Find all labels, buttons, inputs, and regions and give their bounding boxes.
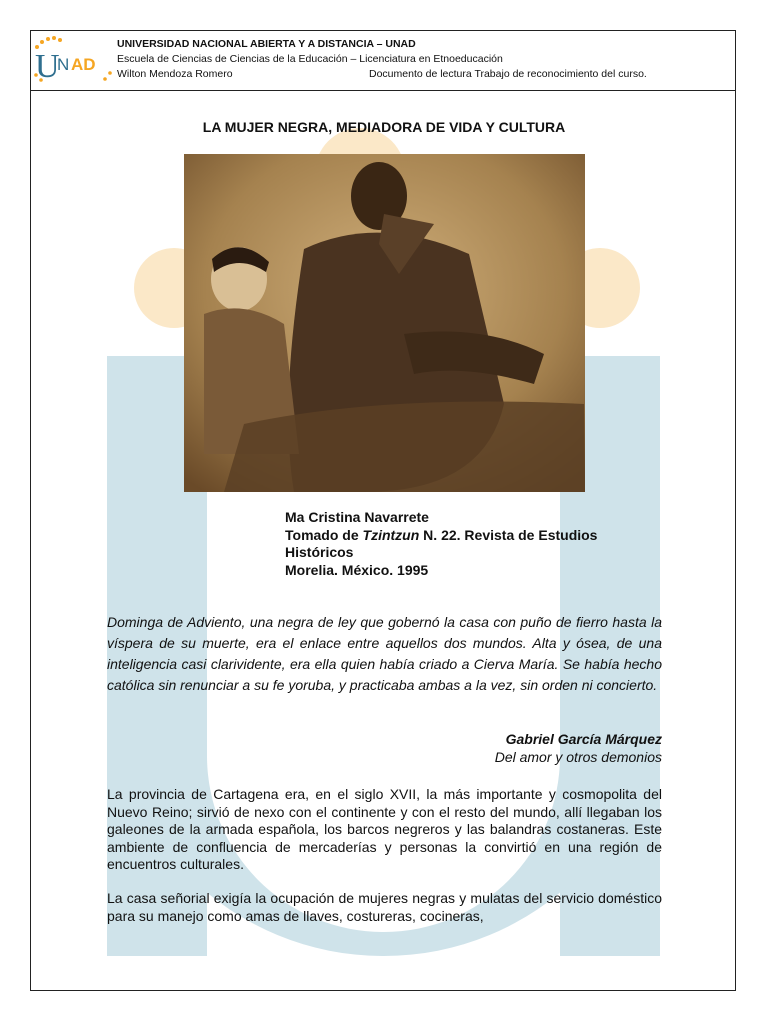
journal-name: Tzintzun — [362, 526, 420, 543]
svg-text:N: N — [57, 55, 70, 74]
quote-author: Gabriel García Márquez — [505, 731, 662, 747]
credit-place-year: Morelia. México. 1995 — [285, 561, 429, 578]
historical-photograph — [184, 154, 585, 492]
credit-author: Ma Cristina Navarrete — [285, 509, 429, 525]
header-text — [117, 37, 697, 82]
epigraph-quote: Dominga de Adviento, una negra de ley que gobernó la casa con puño de fierro hasta la víspera de su muerte, era el enlace entre aquellos dos mundos. Alta y ósea, de una inteligencia casi clarividente, era ella quien había criado a Cierva María. Se había hecho católica sin renunciar a su fe yoruba, y practicaba ambas a la vez, sin orden ni concierto. — [107, 614, 662, 693]
credit-source: Tomado de Tzintzun N. 22. Revista de Estudios Históricos — [285, 526, 598, 560]
body-paragraph: La casa señorial exigía la ocupación de mujeres negras y mulatas del servicio doméstico para su manejo como amas de llaves, costureras, cocineras, — [107, 890, 662, 924]
svg-text:AD: AD — [71, 55, 96, 74]
document-title: LA MUJER NEGRA, MEDIADORA DE VIDA Y CULTURA — [202, 119, 566, 135]
institution-name: UNIVERSIDAD NACIONAL ABIERTA Y A DISTANCIA – UNAD — [117, 38, 416, 50]
header-divider — [31, 90, 735, 91]
school-name: Escuela de Ciencias de Ciencias de la Educación – Licenciatura en Etnoeducación — [117, 53, 503, 65]
body-paragraph: La provincia de Cartagena era, en el siglo XVII, la más importante y cosmopolita del Nuevo Reino; sirvió de nexo con el continente y con el resto del mundo, allí llegaban los galeones de la armada española, los barcos negreros y las balandras costaneras. Este ambiente de confluencia de mercaderías y personas la convirtió en una región de encuentros culturales. — [107, 786, 662, 872]
header-author: Wilton Mendoza Romero — [117, 68, 233, 80]
header-document: Documento de lectura Trabajo de reconocimiento del curso. — [369, 68, 647, 80]
svg-text:U: U — [35, 48, 60, 85]
source-credit — [285, 509, 665, 579]
unad-logo — [33, 35, 113, 85]
quote-work: Del amor y otros demonios — [494, 749, 662, 765]
